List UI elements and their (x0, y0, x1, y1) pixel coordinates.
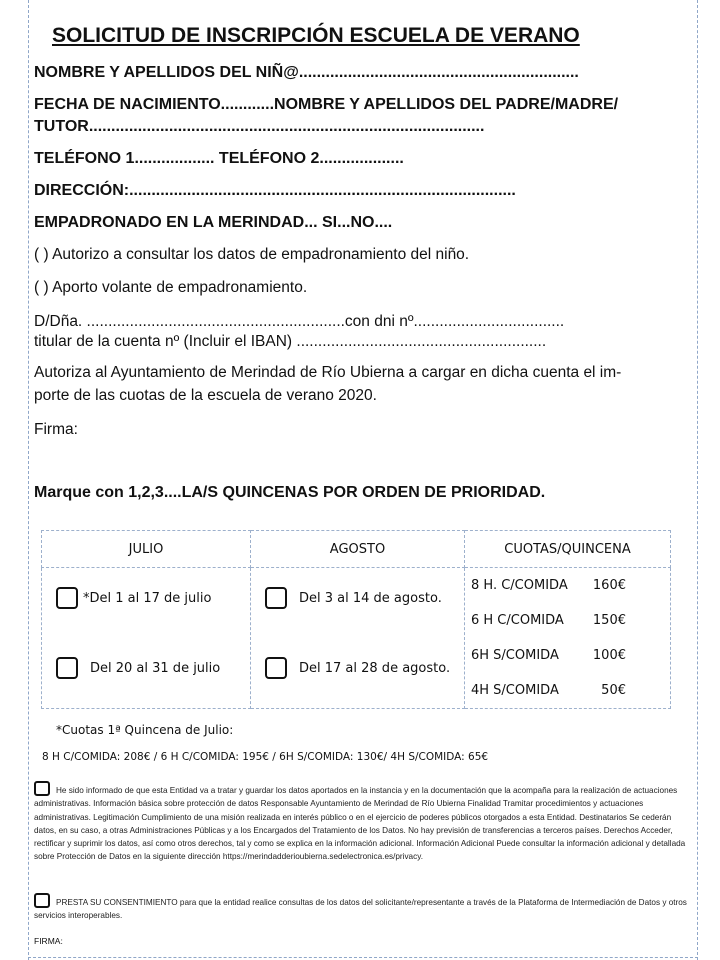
birth-date-field[interactable]: FECHA DE NACIMIENTO............NOMBRE Y APELLIDOS DEL PADRE/MADRE/ (34, 96, 619, 113)
header-cuotas: CUOTAS/QUINCENA (465, 531, 671, 568)
consent-notice (34, 893, 688, 923)
header-agosto: AGOSTO (251, 531, 465, 568)
agosto-option-2[interactable] (251, 650, 464, 686)
consult-census-option[interactable]: ( ) Autorizo a consultar los datos de empadronamiento del niño. (34, 246, 470, 263)
july-cuotas-title: *Cuotas 1ª Quincena de Julio: (56, 723, 234, 737)
julio-option-1[interactable] (42, 580, 250, 616)
privacy-checkbox[interactable] (34, 781, 50, 796)
julio-option-label: Del 20 al 31 de julio (90, 660, 221, 676)
cuota-label: 6 H C/COMIDA (471, 613, 564, 628)
agosto-option-label: Del 17 al 28 de agosto. (299, 660, 451, 676)
checkbox[interactable] (56, 657, 78, 679)
cuota-price: 100€ (592, 648, 626, 663)
signature-label: Firma: (34, 421, 78, 438)
address-field[interactable]: DIRECCIÓN:....................................................................................... (34, 182, 516, 199)
authorize-text-2: porte de las cuotas de la escuela de verano 2020. (34, 387, 377, 404)
cuota-price: 50€ (601, 683, 626, 698)
privacy-text: He sido informado de que esta Entidad va a tratar y guardar los datos aportados en la instancia y en la documentación que la acompaña para la realización de actuaciones administrativas. Información básica sobre protección de datos Responsable Ayuntamiento de Merindad de Río Ubierna Finalidad Tramitar procedimientos y actuaciones administrativas. Legitimación Cumplimiento de una misión realizada en interés público o en el ejercicio de poderes públicos otorgados a esta Entidad. Destinatarios Se cederán datos, en su caso, a otras Administraciones Públicas y a los Encargados del Tratamiento de los Datos. No hay previsión de transferencias a terceros países. Derechos Acceder, rectificar y suprimir los datos, así como otros derechos, tal y como se explica en la información adicional. Información Adicional Puede consultar la información adicional y detallada sobre Protección de Datos en la siguiente dirección https://merindadderioubierna.sedelectronica.es/privacy. (34, 786, 686, 862)
agosto-option-label: Del 3 al 14 de agosto. (299, 590, 442, 606)
form-title: SOLICITUD DE INSCRIPCIÓN ESCUELA DE VERANO (52, 24, 580, 47)
final-signature-label: FIRMA: (34, 936, 63, 946)
checkbox[interactable] (265, 587, 287, 609)
cuota-row (465, 568, 670, 603)
child-name-field[interactable]: NOMBRE Y APELLIDOS DEL NIÑ@............................................................... (34, 64, 579, 81)
cuota-label: 6H S/COMIDA (471, 648, 559, 663)
julio-option-label: *Del 1 al 17 de julio (83, 590, 212, 606)
right-border (697, 0, 698, 960)
checkbox[interactable] (56, 587, 78, 609)
tutor-field[interactable]: TUTOR......................................................................................... (34, 118, 485, 135)
julio-cell (42, 568, 251, 709)
consent-checkbox[interactable] (34, 893, 50, 908)
cuotas-cell (465, 568, 671, 709)
checkbox[interactable] (265, 657, 287, 679)
cuota-row (465, 638, 670, 673)
account-field[interactable]: titular de la cuenta nº (Incluir el IBAN) .......................................................... (34, 333, 547, 350)
phone-fields[interactable]: TELÉFONO 1.................. TELÉFONO 2................... (34, 150, 404, 167)
cuota-price: 160€ (592, 578, 626, 593)
dni-field[interactable]: D/Dña. ............................................................con dni nº................................... (34, 313, 565, 330)
privacy-notice (34, 781, 688, 864)
bottom-border (28, 957, 698, 958)
left-border (28, 0, 29, 960)
cuota-label: 4H S/COMIDA (471, 683, 559, 698)
july-cuotas-line: 8 H C/COMIDA: 208€ / 6 H C/COMIDA: 195€ / 6H S/COMIDA: 130€/ 4H S/COMIDA: 65€ (42, 751, 489, 763)
authorize-text-1: Autoriza al Ayuntamiento de Merindad de Río Ubierna a cargar en dicha cuenta el im- (34, 364, 622, 381)
fortnight-table (41, 530, 671, 709)
census-question[interactable]: EMPADRONADO EN LA MERINDAD... SI...NO.... (34, 214, 393, 231)
cuota-row (465, 673, 670, 708)
agosto-option-1[interactable] (251, 580, 464, 616)
volante-option[interactable]: ( ) Aporto volante de empadronamiento. (34, 279, 308, 296)
cuota-price: 150€ (592, 613, 626, 628)
header-julio: JULIO (42, 531, 251, 568)
julio-option-2[interactable] (42, 650, 250, 686)
consent-text: PRESTA SU CONSENTIMIENTO para que la entidad realice consultas de los datos del solicitante/representante a través de la Plataforma de Intermediación de Datos y otros servicios interoperables. (34, 898, 687, 921)
agosto-cell (251, 568, 465, 709)
cuota-label: 8 H. C/COMIDA (471, 578, 568, 593)
cuota-row (465, 603, 670, 638)
priority-instruction: Marque con 1,2,3....LA/S QUINCENAS POR ORDEN DE PRIORIDAD. (34, 484, 546, 501)
